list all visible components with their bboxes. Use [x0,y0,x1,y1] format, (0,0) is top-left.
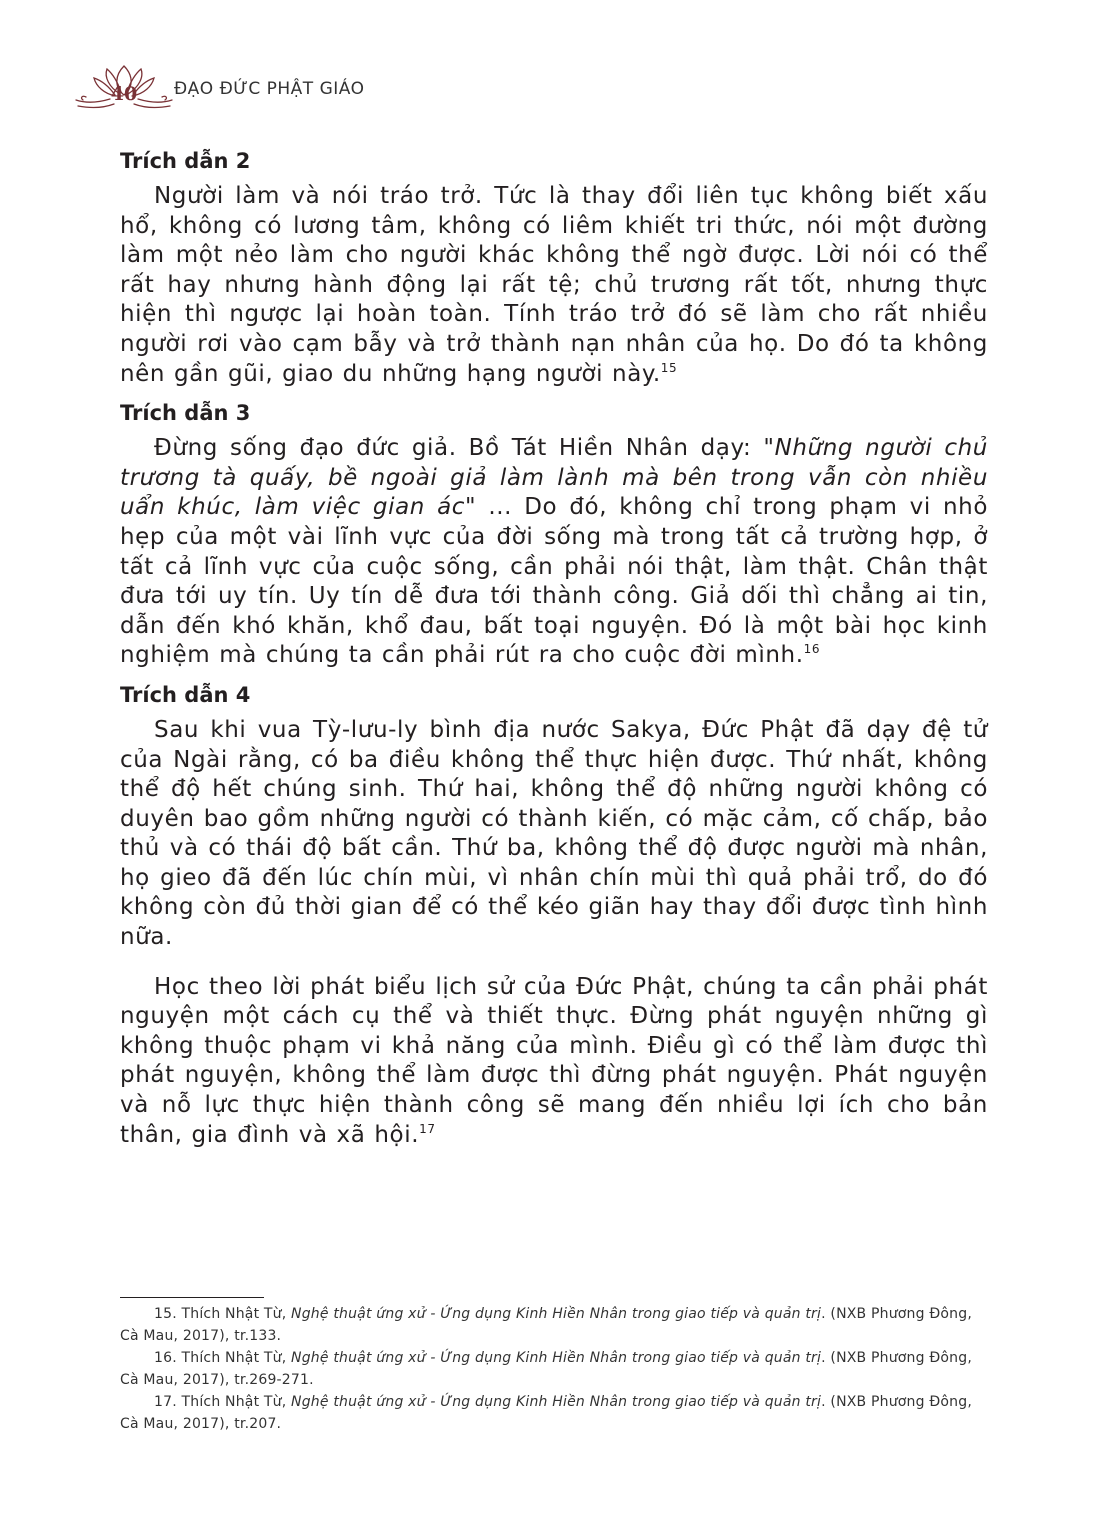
footnote-tail: . (NXB Phương Đông, Cà Mau, 2017), tr.207. [120,1394,972,1432]
section-heading: Trích dẫn 4 [120,682,251,707]
paragraph [120,973,988,1151]
paragraph-lead: Đừng sống đạo đức giả. Bồ Tát Hiền Nhân dạy: " [154,435,775,462]
paragraph [120,434,988,671]
footnote-tail: . (NXB Phương Đông, Cà Mau, 2017), tr.269-271. [120,1350,972,1388]
footnote-title: Nghệ thuật ứng xử - Ứng dụng Kinh Hiền Nhân trong giao tiếp và quản trị [291,1306,822,1322]
paragraph-text: Người làm và nói tráo trở. Tức là thay đổi liên tục không biết xấu hổ, không có lương tâm, không có liêm khiết tri thức, nói một đường làm một nẻo làm cho người khác không thể ngờ được. Lời nói có thể rất hay nhưng hành động lại rất tệ; chủ trương rất tốt, nhưng thực hiện thì ngược lại hoàn toàn. Tính tráo trở đó sẽ làm cho rất nhiều người rơi vào cạm bẫy và trở thành nạn nhân của họ. Do đó ta không nên gần gũi, giao du những hạng người này. [120,183,988,387]
paragraph-text: Sau khi vua Tỳ-lưu-ly bình địa nước Sakya, Đức Phật đã dạy đệ tử của Ngài rằng, có ba điều không thể thực hiện được. Thứ nhất, không thể độ hết chúng sinh. Thứ hai, không thể độ những người không có duyên bao gồm những người có thành kiến, có mặc cảm, cố chấp, bảo thủ và có thái độ bất cần. Thứ ba, không thể độ được người mà nhân, họ gieo đã đến lúc chín mùi, vì nhân chín mùi thì quả phải trổ, do đó không còn đủ thời gian để có thể kéo giãn hay thay đổi được tình hình nữa. [120,716,988,951]
paragraph [120,182,988,389]
main-text [120,146,988,1150]
paragraph-text: " ... Do đó, không chỉ trong phạm vi nhỏ hẹp của một vài lĩnh vực của đời sống mà trong tất cả trường hợp, ở tất cả lĩnh vực của cuộc sống, cần phải nói thật, làm thật. Chân thật đưa tới uy tín. Uy tín dễ đưa tới thành công. Giả dối thì chẳng ai tin, dẫn đến khó khăn, khổ đau, bất toại nguyện. Đó là một bài học kinh nghiệm mà chúng ta cần phải rút ra cho cuộc đời mình. [120,494,988,669]
quoted-text: Những người chủ trương tà quấy, bề ngoài giả làm lành mà bên trong vẫn còn nhiều uẩn khúc, làm việc gian ác [120,435,988,521]
footnote [120,1391,990,1435]
footnote-title: Nghệ thuật ứng xử - Ứng dụng Kinh Hiền Nhân trong giao tiếp và quản trị [291,1350,822,1366]
footnote-divider [120,1297,264,1298]
page-number: 40 [110,83,138,105]
footnote [120,1347,990,1391]
footnote-lead: 17. Thích Nhật Từ, [154,1394,292,1410]
footnote-ref: 17 [419,1121,436,1136]
footnote-title: Nghệ thuật ứng xử - Ứng dụng Kinh Hiền Nhân trong giao tiếp và quản trị [291,1394,822,1410]
page-header [74,62,494,112]
footnote-tail: . (NXB Phương Đông, Cà Mau, 2017), tr.133. [120,1306,972,1344]
footnote-lead: 15. Thích Nhật Từ, [154,1306,292,1322]
footnote-lead: 16. Thích Nhật Từ, [154,1350,292,1366]
section-heading: Trích dẫn 2 [120,149,251,173]
footnote-ref: 16 [803,642,821,657]
footnote [120,1303,990,1347]
footnote-ref: 15 [660,360,678,375]
paragraph [120,716,988,953]
footnotes [120,1297,990,1435]
running-title: ĐẠO ĐỨC PHẬT GIÁO [174,79,365,99]
section-heading: Trích dẫn 3 [120,401,251,426]
paragraph-text: Học theo lời phát biểu lịch sử của Đức Phật, chúng ta cần phải phát nguyện một cách cụ thể và thiết thực. Đừng phát nguyện những gì không thuộc phạm vi khả năng của mình. Điều gì có thể làm được thì phát nguyện, không thể làm được thì đừng phát nguyện. Phát nguyện và nỗ lực thực hiện thành công sẽ mang đến nhiều lợi ích cho bản thân, gia đình và xã hội. [120,973,988,1148]
